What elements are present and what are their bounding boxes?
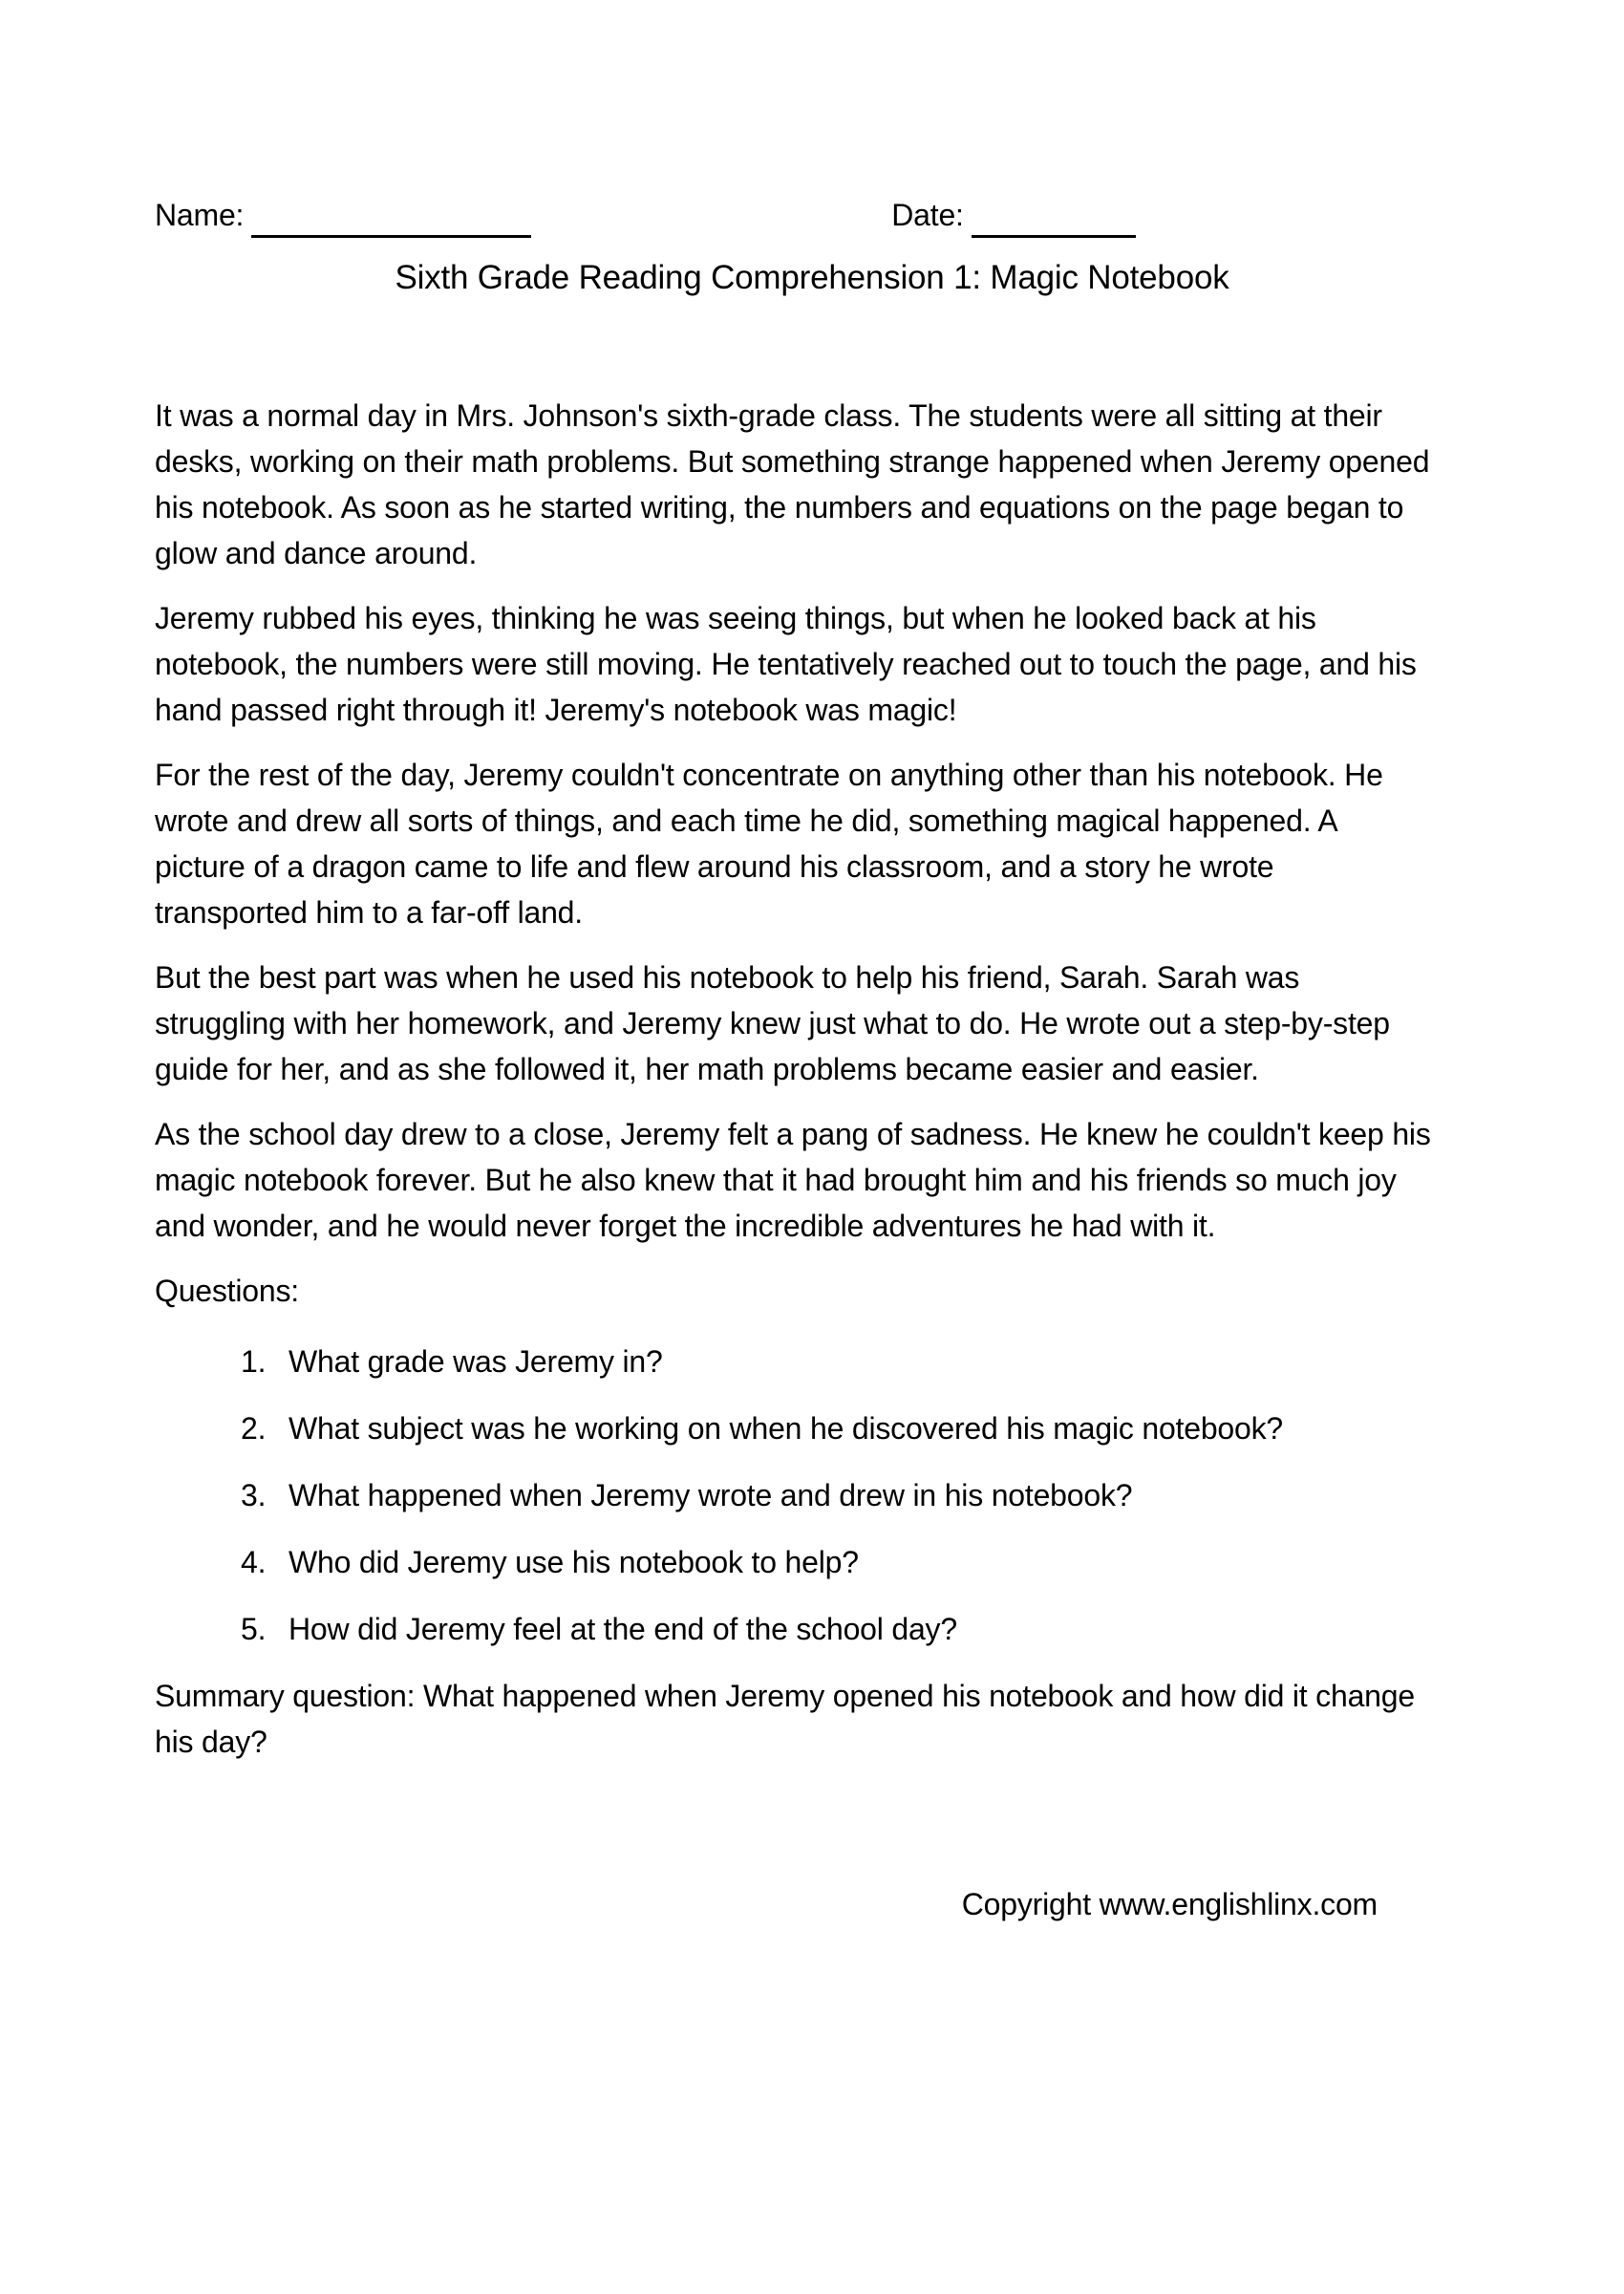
question-item (241, 1472, 1433, 1518)
summary-question: Summary question: What happened when Jeremy opened his notebook and how did it change his day? (155, 1679, 1415, 1759)
question-number: 2. (241, 1411, 267, 1446)
question-text: What subject was he working on when he discovered his magic notebook? (288, 1411, 1284, 1446)
date-blank-line (972, 200, 1136, 238)
question-text: Who did Jeremy use his notebook to help? (288, 1545, 859, 1579)
footer (155, 1881, 1433, 1927)
worksheet-page (0, 192, 1624, 2294)
question-text: What happened when Jeremy wrote and drew in his notebook? (288, 1478, 1133, 1512)
worksheet-content (0, 192, 1624, 1927)
name-blank-line (251, 200, 531, 238)
question-text: How did Jeremy feel at the end of the school day? (288, 1612, 957, 1646)
question-number: 4. (241, 1545, 267, 1579)
passage-paragraph: Jeremy rubbed his eyes, thinking he was seeing things, but when he looked back at his notebook, the numbers were still moving. He tentatively reached out to touch the page, and his hand passed right through it! Jeremy's notebook was magic! (155, 601, 1417, 727)
title-row (0, 255, 1624, 301)
question-item (241, 1405, 1433, 1451)
reading-passage (155, 393, 1433, 1249)
question-item (241, 1539, 1433, 1585)
question-text: What grade was Jeremy in? (288, 1344, 663, 1379)
question-number: 3. (241, 1478, 267, 1512)
passage-paragraph: But the best part was when he used his notebook to help his friend, Sarah. Sarah was struggling with her homework, and Jeremy knew just what to do. He wrote out a step-by-step guide for her, and as she followed it, her math problems became easier and easier. (155, 960, 1390, 1086)
name-label: Name: (155, 198, 245, 232)
passage-paragraph: As the school day drew to a close, Jeremy felt a pang of sadness. He knew he couldn't keep his magic notebook forever. But he also knew that it had brought him and his friends so much joy and wonder, and he would never forget the incredible adventures he had with it. (155, 1117, 1431, 1243)
question-number: 1. (241, 1344, 267, 1379)
questions-heading: Questions: (155, 1274, 299, 1308)
question-item (241, 1606, 1433, 1652)
question-number: 5. (241, 1612, 267, 1646)
worksheet-title: Sixth Grade Reading Comprehension 1: Magic Notebook (395, 259, 1229, 296)
date-label: Date: (891, 198, 964, 232)
questions-list (155, 1339, 1433, 1652)
question-item (241, 1339, 1433, 1384)
header-row (155, 192, 1433, 238)
copyright-text: Copyright www.englishlinx.com (961, 1887, 1378, 1921)
passage-paragraph: It was a normal day in Mrs. Johnson's sixth-grade class. The students were all sitting at their desks, working on their math problems. But something strange happened when Jeremy opened his notebook. As soon as he started writing, the numbers and equations on the page began to glow and dance around. (155, 398, 1430, 570)
passage-paragraph: For the rest of the day, Jeremy couldn't concentrate on anything other than his notebook. He wrote and drew all sorts of things, and each time he did, something magical happened. A picture of a dragon came to life and flew around his classroom, and a story he wrote transported him to a far-off land. (155, 758, 1383, 930)
